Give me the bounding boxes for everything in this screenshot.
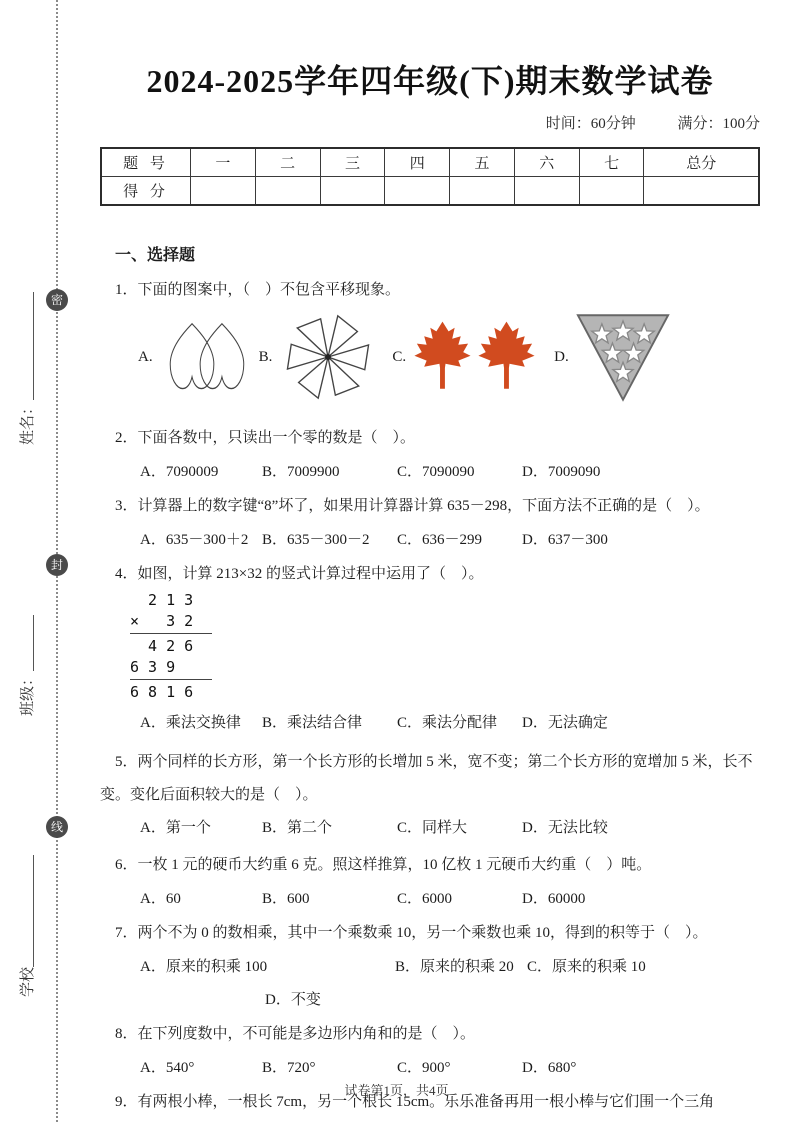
col-total: 总分 [644, 148, 759, 177]
multiplier: × 3 2 [130, 611, 212, 634]
option-d: D．680° [522, 1060, 577, 1076]
maple-leaves-figure [412, 319, 540, 395]
maple-leaf-icon [415, 322, 535, 389]
page-number-footer: 试卷第1页，共4页 [344, 1083, 449, 1098]
score-cell [514, 177, 579, 206]
option-a: A．乘法交换律 [140, 715, 241, 731]
question-5-text: 5．两个同样的长方形，第一个长方形的长增加 5 米，宽不变；第二个长方形的宽增加 5 米，长不变。变化后面积较大的是（ ）。 [100, 754, 753, 803]
score-cell [255, 177, 320, 206]
option-a: A．540° [140, 1060, 195, 1076]
hearts-figure [159, 317, 245, 397]
score-cell [320, 177, 385, 206]
col-7: 七 [579, 148, 644, 177]
question-1-text: 1．下面的图案中，（ ）不包含平移现象。 [115, 282, 401, 298]
score-table-header-row [101, 148, 759, 177]
option-label-a: A. [138, 348, 153, 365]
option-d: D．不变 [265, 992, 321, 1008]
option-a: A．第一个 [140, 820, 211, 836]
option-a: A．60 [140, 891, 181, 907]
multiplicand: 2 1 3 [130, 591, 194, 609]
option-label-c: C. [392, 348, 407, 365]
pinwheel-figure [278, 308, 378, 406]
col-1: 一 [191, 148, 256, 177]
full-score: 满分：100分 [677, 116, 760, 132]
question-7-options-row2 [100, 988, 760, 1009]
class-label: 班级： [19, 670, 36, 716]
product: 6 8 1 6 [130, 683, 194, 701]
col-3: 三 [320, 148, 385, 177]
name-blank-line [19, 292, 34, 400]
name-label: 姓名： [19, 399, 36, 445]
option-c: C．乘法分配律 [397, 715, 498, 731]
question-3-text: 3．计算器上的数字键“8”坏了，如果用计算器计算 635－298，下面方法不正确的是（ ）。 [115, 498, 710, 514]
question-4-text: 4．如图，计算 213×32 的竖式计算过程中运用了（ ）。 [115, 566, 484, 582]
seal-char-xian: 线 [46, 816, 68, 838]
col-4: 四 [385, 148, 450, 177]
name-field [15, 269, 37, 445]
question-2-text: 2．下面各数中，只读出一个零的数是（ ）。 [115, 430, 416, 446]
option-c: C．900° [397, 1060, 451, 1076]
question-8-options [100, 1056, 760, 1077]
score-cell [579, 177, 644, 206]
option-label-b: B. [258, 348, 273, 365]
class-field [15, 596, 37, 716]
question-2-options [100, 460, 760, 481]
option-b: B．乘法结合律 [262, 715, 363, 731]
question-5-options [100, 816, 760, 837]
partial-product-2: 6 3 9 [130, 657, 212, 680]
option-d: D．无法确定 [522, 715, 608, 731]
seal-char-feng: 封 [46, 554, 68, 576]
option-a: A．7090009 [140, 464, 219, 480]
col-5: 五 [450, 148, 515, 177]
option-a: A．原来的积乘 100 [140, 959, 268, 975]
page-content [100, 0, 760, 1114]
question-7-options-row1 [100, 955, 760, 976]
option-d: D．60000 [522, 891, 586, 907]
col-2: 二 [255, 148, 320, 177]
option-d: D．637－300 [522, 532, 608, 548]
question-6-text: 6．一枚 1 元的硬币大约重 6 克。照这样推算，10 亿枚 1 元硬币大约重（ ）吨。 [115, 857, 652, 873]
score-cell [450, 177, 515, 206]
score-label: 得 分 [101, 177, 191, 206]
question-1-figures [100, 308, 760, 406]
school-blank-line [19, 855, 34, 967]
option-c: C．636－299 [397, 532, 483, 548]
option-b: B．原来的积乘 20 [395, 959, 514, 975]
seal-char-mi: 密 [46, 289, 68, 311]
score-cell [191, 177, 256, 206]
question-3-options [100, 528, 760, 549]
option-b: B．第二个 [262, 820, 333, 836]
partial-product-1: 4 2 6 [130, 637, 194, 655]
option-c: C．同样大 [397, 820, 468, 836]
question-number-label: 题 号 [101, 148, 191, 177]
option-c: C．原来的积乘 10 [527, 959, 646, 975]
option-d: D．无法比较 [522, 820, 608, 836]
time-limit: 时间：60分钟 [545, 116, 636, 132]
option-a: A．635－300＋2 [140, 532, 249, 548]
exam-meta [100, 112, 760, 133]
question-6-options [100, 887, 760, 908]
vertical-multiplication-figure [130, 590, 212, 703]
school-field [15, 833, 37, 997]
star-triangle-figure [575, 311, 671, 403]
school-label: 学校 [19, 966, 36, 997]
option-b: B．7009900 [262, 464, 340, 480]
option-b: B．600 [262, 891, 310, 907]
option-label-d: D. [554, 348, 569, 365]
question-4-options [100, 711, 760, 732]
option-b: B．720° [262, 1060, 316, 1076]
score-cell [644, 177, 759, 206]
col-6: 六 [514, 148, 579, 177]
page-title: 2024-2025学年四年级(下)期末数学试卷 [146, 63, 714, 99]
question-9-text: 9．有两根小棒，一根长 7cm，另一个根长 15cm。乐乐准备再用一根小棒与它们围一个三角 [115, 1094, 715, 1110]
score-table-score-row [101, 177, 759, 206]
class-blank-line [19, 615, 34, 671]
section-heading: 一、选择题 [115, 247, 196, 264]
question-8-text: 8．在下列度数中，不可能是多边形内角和的是（ ）。 [115, 1026, 476, 1042]
option-d: D．7009090 [522, 464, 601, 480]
score-table [100, 147, 760, 206]
option-c: C．6000 [397, 891, 453, 907]
option-c: C．7090090 [397, 464, 475, 480]
option-b: B．635－300－2 [262, 532, 370, 548]
question-7-text: 7．两个不为 0 的数相乘，其中一个乘数乘 10，另一个乘数也乘 10，得到的积等于（ ）。 [115, 925, 708, 941]
score-cell [385, 177, 450, 206]
